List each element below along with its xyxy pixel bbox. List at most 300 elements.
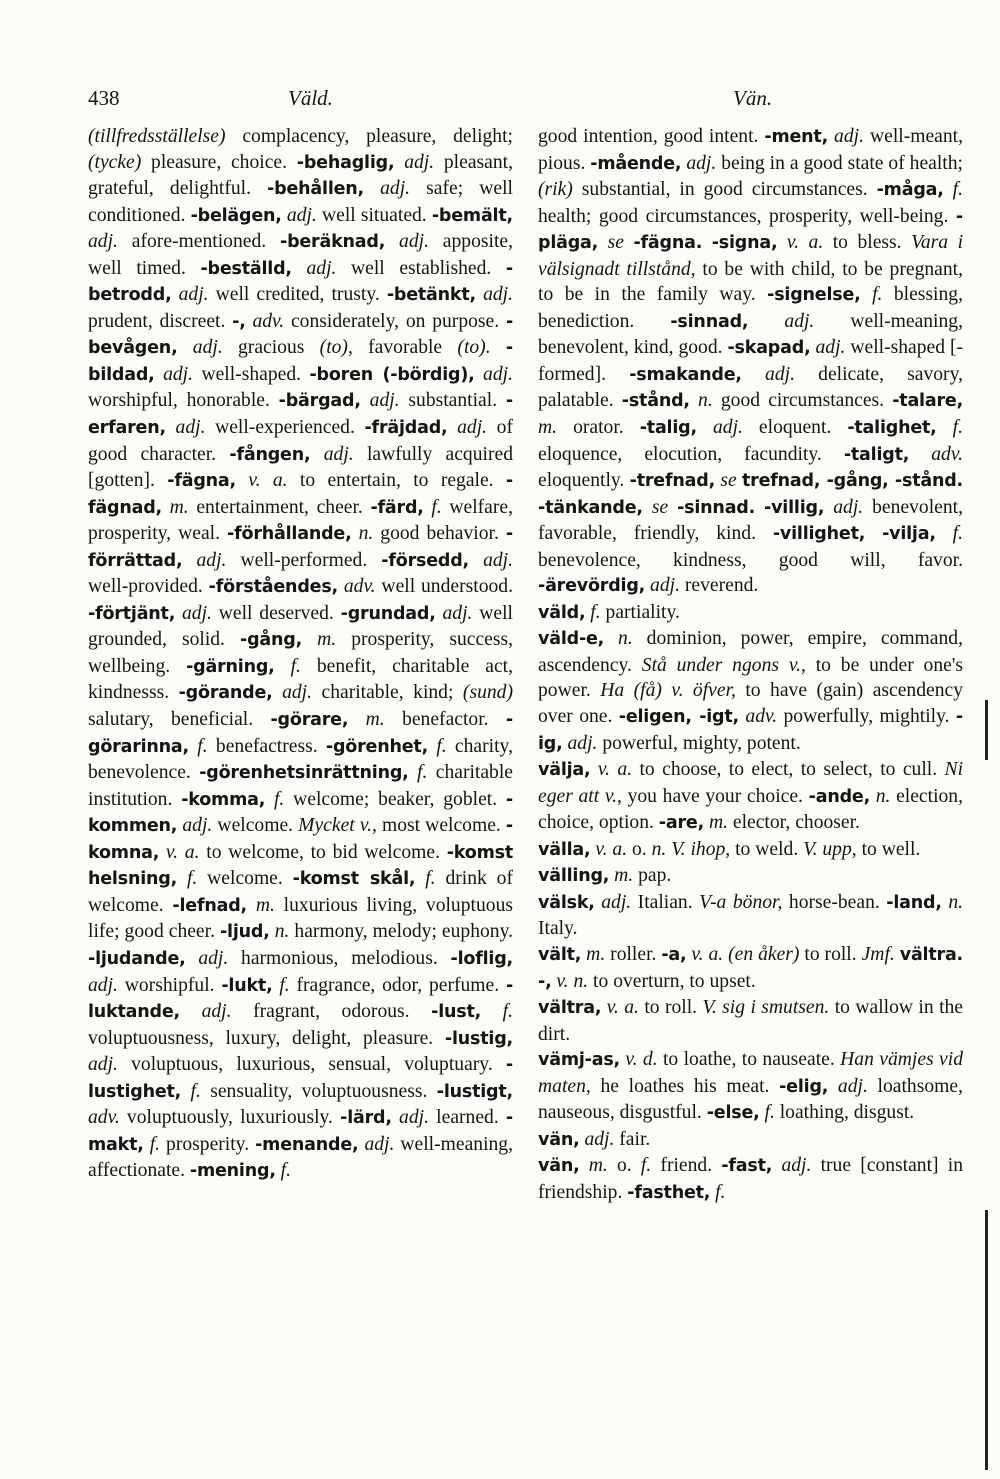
headword: -talighet, — [847, 418, 937, 439]
definition-text: to weld. — [730, 838, 804, 860]
italic-text: f. — [279, 974, 290, 996]
headword: väld-e, — [538, 629, 605, 650]
italic-text: adj. — [442, 602, 473, 624]
italic-text: adj. — [815, 337, 846, 359]
italic-text: adj. — [178, 284, 209, 306]
italic-text: f. — [431, 496, 442, 518]
definition-text: being in a good state of health; — [716, 152, 963, 174]
headword: -mående, — [590, 153, 682, 174]
headword: -görare, — [270, 710, 349, 731]
italic-text: V. sig i smutsen. — [702, 997, 830, 1019]
italic-text: v. n. — [556, 970, 589, 992]
definition-text: powerfully, mightily. — [777, 706, 956, 728]
definition-text: lawfully acquired [gotten]. — [88, 443, 513, 492]
italic-text: adj. — [196, 549, 227, 571]
italic-text: adj. — [483, 284, 513, 306]
italic-text: n. — [358, 523, 374, 545]
definition-text — [742, 364, 765, 385]
definition-text: fair. — [614, 1128, 651, 1150]
headword: -, — [232, 311, 246, 332]
definition-text: to loathe, to nauseate. — [657, 1049, 841, 1071]
italic-text: v. a. — [248, 470, 288, 492]
definition-text — [491, 337, 506, 358]
definition-text: charity, benevolence. — [88, 735, 513, 784]
italic-text: m. — [317, 629, 337, 651]
headword: välling, — [538, 866, 610, 887]
definition-text: substantial. — [399, 390, 506, 412]
italic-text: adj. — [364, 1133, 395, 1155]
italic-text: v. a. — [165, 841, 200, 863]
definition-text — [865, 523, 882, 544]
definition-text: considerately, on purpose. — [284, 310, 506, 332]
definition-text: roller. — [605, 943, 662, 965]
definition-text: pap. — [633, 865, 672, 887]
definition-text — [409, 762, 417, 783]
italic-text: adj. — [286, 204, 317, 226]
definition-text: loathing, disgust. — [774, 1102, 915, 1124]
definition-text: to have (gain) ascendency over one. — [538, 680, 963, 728]
headword: vält, — [538, 944, 582, 965]
definition-text: welfare, prosperity, weal. — [88, 496, 513, 545]
italic-text: m. — [538, 417, 558, 439]
italic-text: adj. — [457, 417, 488, 439]
headword: -försedd, — [381, 550, 469, 571]
definition-text: welcome; beaker, goblet. — [284, 788, 506, 810]
italic-text: adj. — [650, 575, 680, 597]
dictionary-entry — [538, 837, 963, 864]
dictionary-entry — [538, 757, 963, 837]
dictionary-entry — [538, 1047, 963, 1127]
italic-text: f. — [417, 762, 428, 784]
italic-text: f. — [952, 417, 964, 439]
headword: -ande, — [808, 786, 871, 807]
headword: -görenhetsinrättning, — [199, 763, 409, 784]
italic-text: adv. — [745, 706, 778, 728]
definition-text — [755, 497, 764, 518]
italic-text: adj. — [88, 1054, 118, 1076]
headword: -lustighet, — [88, 1055, 513, 1102]
definition-text: to roll. — [638, 997, 703, 1019]
headword: välja, — [538, 760, 591, 781]
headword: -loflig, — [450, 948, 513, 969]
definition-text: well understood. — [375, 576, 513, 598]
definition-text: well-meaning, benevolent, kind, good. — [538, 310, 963, 359]
definition-text: to well. — [856, 838, 921, 860]
left-column — [88, 124, 513, 1185]
italic-text: f. — [640, 1155, 652, 1177]
italic-text: n. — [948, 891, 964, 913]
headword: -ljud, — [219, 922, 270, 943]
definition-text — [448, 417, 458, 438]
headword: -betrodd, — [88, 258, 513, 306]
definition-text: prudent, discreet. — [88, 310, 233, 332]
definition-text — [824, 497, 833, 518]
definition-text: harmony, melody; euphony. — [289, 921, 514, 943]
italic-text: v. a. — [691, 943, 724, 965]
headword: väld, — [538, 602, 586, 623]
definition-text: safe; well conditioned. — [88, 178, 513, 226]
headword: -are, — [658, 813, 705, 834]
definition-text — [178, 337, 193, 358]
definition-text: entertainment, cheer. — [188, 496, 371, 518]
dictionary-entry — [538, 890, 963, 942]
dictionary-entry — [538, 124, 963, 600]
page-header — [88, 86, 968, 116]
italic-text: adj. — [163, 363, 194, 385]
definition-text — [777, 232, 787, 253]
italic-text: adj. — [483, 363, 513, 385]
definition-text — [310, 444, 323, 465]
definition-text: well-experienced. — [205, 417, 365, 439]
italic-text: (sund) — [462, 682, 513, 704]
headword: trefnad, -gång, -stånd. — [741, 471, 964, 492]
definition-text: delicate, savory, palatable. — [538, 363, 963, 412]
definition-text: horse-bean. — [782, 891, 887, 913]
definition-text: benevolence, kindness, good will, favor. — [538, 549, 963, 571]
definition-text: welcome. — [197, 868, 293, 890]
italic-text: adj. — [323, 443, 354, 465]
definition-text — [944, 179, 953, 200]
headword: -grundad, — [340, 603, 436, 624]
headword: -ärevördig, — [538, 576, 646, 597]
definition-text: eloquently. — [538, 470, 630, 492]
definition-text — [598, 232, 608, 253]
definition-text — [155, 364, 163, 385]
definition-text — [580, 1155, 589, 1176]
headword: -gång, — [240, 630, 303, 651]
italic-text: adj. — [182, 602, 212, 624]
definition-text — [177, 868, 187, 889]
headword: -bärgad, — [278, 391, 361, 412]
definition-text: fragrance, odor, perfume. — [289, 974, 506, 996]
italic-text: adv. — [343, 576, 376, 598]
italic-text: adv. — [252, 310, 285, 332]
italic-text: adj. — [404, 151, 435, 173]
definition-text: to wallow in the dirt. — [538, 997, 964, 1045]
definition-text — [302, 629, 317, 650]
definition-text — [604, 628, 618, 649]
definition-text: fragrant, odorous. — [231, 1001, 432, 1023]
italic-text: v. d. — [625, 1049, 658, 1071]
headword: -belägen, — [190, 205, 282, 226]
italic-text: v. a. — [595, 838, 628, 860]
definition-text — [392, 1107, 399, 1128]
definition-text: dominion, power, empire, command, ascendency. — [538, 628, 963, 676]
definition-text: to entertain, to regale. — [287, 470, 506, 492]
definition-text: welcome. — [212, 815, 299, 837]
italic-text: adj. — [712, 417, 743, 439]
headword: -ig, — [538, 707, 963, 754]
definition-text — [415, 868, 425, 889]
headword: -komst skål, — [292, 869, 416, 890]
dictionary-entry — [88, 124, 513, 1185]
definition-text: sensuality, voluptuousness. — [200, 1080, 437, 1102]
definition-text — [481, 1001, 503, 1022]
definition-text — [247, 895, 256, 916]
dictionary-entry — [538, 1127, 963, 1154]
headword: -bildad, — [88, 338, 513, 385]
headword: -vilja, — [882, 524, 936, 545]
headword: -fräjdad, — [364, 418, 448, 439]
italic-text: (rik) — [538, 179, 573, 201]
definition-text: to be with child, to be pregnant, to be in the family way. — [538, 258, 963, 306]
headword: -komst helsning, — [88, 842, 514, 890]
definition-text: health; good circumstances, prosperity, well-being. — [538, 205, 956, 227]
headword: -smakande, — [629, 364, 742, 385]
definition-text: well situated. — [316, 204, 432, 226]
definition-text: worshipful. — [117, 974, 222, 996]
definition-text — [175, 603, 182, 624]
definition-text: substantial, in good circumstances. — [572, 179, 877, 201]
headword: vän, — [538, 1156, 580, 1177]
headword: vämj-as, — [538, 1050, 620, 1071]
definition-text: afore-mentioned. — [117, 231, 280, 253]
italic-text: v. a. — [786, 232, 824, 254]
definition-text: learned. — [428, 1107, 506, 1129]
headword: -menande, — [255, 1134, 359, 1155]
headword: -else, — [706, 1103, 760, 1124]
definition-text: most welcome. — [376, 815, 506, 837]
definition-text — [166, 417, 176, 438]
italic-text: m. — [255, 894, 275, 916]
headword: -fägnad, — [88, 471, 513, 518]
headword: -komna, — [88, 816, 513, 863]
definition-text: well-shaped [-formed]. — [538, 337, 963, 385]
definition-text: complacency, pleasure, delight; — [225, 126, 513, 147]
headword: -görande, — [178, 683, 273, 704]
definition-text: worshipful, honorable. — [88, 390, 279, 412]
headword: -görarinna, — [88, 710, 513, 757]
definition-text: well-shaped. — [193, 363, 310, 385]
italic-text: adj. — [601, 891, 632, 913]
definition-text: blessing, benediction. — [538, 284, 963, 332]
definition-text: prosperity, success, wellbeing. — [88, 629, 514, 677]
headword: -luktande, — [88, 975, 514, 1023]
italic-text: m. — [588, 1155, 608, 1177]
definition-text: powerful, mighty, potent. — [597, 732, 801, 754]
definition-text — [643, 497, 652, 518]
headword: -erfaren, — [88, 391, 513, 439]
italic-text: adj. — [584, 1128, 615, 1150]
italic-text: f. — [280, 1160, 292, 1182]
definition-text: of good character. — [88, 417, 513, 465]
italic-text: adj. — [567, 732, 598, 754]
italic-text: adj. — [282, 682, 313, 704]
definition-text: voluptuous, luxurious, sensual, voluptuary. — [117, 1054, 506, 1076]
italic-text: v. a. — [606, 997, 639, 1019]
definition-text: favorable — [352, 337, 458, 359]
definition-text: salutary, beneficial. — [88, 709, 271, 731]
definition-text: charitable, kind; — [312, 682, 463, 704]
definition-text — [275, 656, 291, 677]
headword: -fasthet, — [627, 1182, 711, 1203]
definition-text — [361, 390, 370, 411]
italic-text: (tycke) — [88, 151, 142, 173]
dictionary-entry — [538, 600, 963, 627]
definition-text: well-provided. — [88, 576, 209, 598]
definition-text: well-meaning, affectionate. — [88, 1133, 514, 1182]
italic-text: adj. — [834, 126, 864, 147]
headword: -sinnad. — [677, 497, 756, 518]
headword: -a, — [661, 944, 687, 965]
italic-text: f. — [502, 1001, 514, 1023]
definition-text — [385, 231, 399, 252]
definition-text: Italian. — [631, 891, 700, 913]
definition-text — [182, 550, 196, 571]
headword: -bevågen, — [88, 311, 514, 359]
headword: -ljudande, — [88, 948, 186, 969]
definition-text: well deserved. — [211, 602, 341, 624]
italic-text: f. — [590, 601, 601, 623]
definition-text: to be under one's power. — [538, 654, 964, 702]
dictionary-entry — [538, 1153, 963, 1206]
headword: -signa, — [711, 233, 778, 254]
italic-text: n. — [618, 628, 633, 650]
italic-text: adj. — [198, 947, 229, 969]
headword: -talare, — [892, 391, 964, 412]
italic-text: m. — [586, 943, 606, 965]
definition-text — [668, 497, 677, 518]
headword: -talig, — [639, 418, 697, 439]
italic-text: adj. — [201, 1001, 232, 1023]
italic-text: f. — [197, 735, 208, 757]
definition-text — [181, 1081, 190, 1102]
italic-text: Ha (få) v. öfver, — [600, 680, 736, 702]
page-edge-mark — [985, 700, 988, 760]
italic-text: adj. — [182, 815, 213, 837]
headword: -kommen, — [88, 789, 513, 837]
italic-text: f. — [149, 1133, 161, 1155]
italic-text: se — [607, 232, 624, 254]
italic-text: V-a bönor, — [699, 891, 783, 913]
italic-text: f. — [715, 1181, 726, 1203]
definition-text: to roll. — [799, 943, 862, 965]
headword: -komma, — [181, 789, 266, 810]
definition-text — [186, 948, 199, 969]
headword: välla, — [538, 839, 591, 860]
headword: -förhållande, — [227, 524, 352, 545]
italic-text: f. — [273, 788, 285, 810]
headword: -färd, — [370, 497, 424, 518]
definition-text: good behavior. — [373, 523, 506, 545]
italic-text: adj. — [88, 974, 118, 996]
headword: -lust, — [431, 1002, 482, 1023]
headword: -tänkande, — [538, 497, 643, 518]
definition-text — [292, 258, 307, 279]
italic-text: adj. — [765, 363, 795, 385]
definition-text: elector, chooser. — [728, 812, 860, 834]
headword: -ment, — [764, 127, 829, 147]
italic-text: adj. — [483, 549, 513, 571]
italic-text: se — [651, 496, 669, 518]
italic-text: n. — [274, 921, 290, 943]
definition-text — [861, 284, 872, 305]
italic-text: se — [720, 470, 737, 492]
italic-text: Jmf. — [861, 943, 895, 965]
italic-text: n. — [651, 838, 667, 860]
italic-text: Vara i välsignadt tillstånd, — [538, 232, 964, 280]
italic-text: adj. — [784, 310, 815, 332]
definition-text: good intention, good intent. — [538, 126, 765, 147]
definition-text — [475, 364, 483, 385]
headword: -förrättad, — [88, 524, 513, 571]
headword: vältra. — [899, 944, 964, 965]
headword: -pläga, — [538, 206, 963, 254]
definition-text — [909, 444, 931, 465]
headword: -villig, — [764, 497, 825, 518]
italic-text: adj. — [192, 337, 223, 359]
definition-text — [159, 842, 166, 863]
definition-text: to overturn, to upset. — [588, 970, 756, 992]
headword: -beställd, — [200, 258, 292, 279]
headword: -skapad, — [727, 338, 811, 359]
italic-text: adj. — [781, 1155, 812, 1177]
headword: -, — [538, 971, 552, 992]
italic-text: adj. — [306, 257, 337, 279]
definition-text: you have your choice. — [621, 785, 809, 807]
italic-text: m. — [365, 709, 385, 731]
italic-text: adj. — [399, 1107, 429, 1129]
guide-word-left: Väld. — [288, 86, 333, 110]
definition-text — [476, 284, 483, 305]
italic-text: Han vämjes vid maten, — [538, 1049, 963, 1097]
headword: -taligt, — [843, 444, 910, 465]
italic-text: adj. — [399, 231, 429, 253]
headword: -förtjänt, — [88, 603, 176, 624]
dictionary-entry — [538, 942, 963, 995]
definition-text: o. — [627, 838, 652, 860]
definition-text — [590, 759, 597, 780]
definition-text: to choose, to elect, to select, to cull. — [632, 759, 945, 781]
headword: -lukt, — [221, 975, 273, 996]
headword: -bemält, — [431, 205, 513, 226]
headword: -trefnad, — [629, 471, 716, 492]
definition-text — [702, 232, 712, 253]
italic-text: f. — [436, 735, 447, 757]
definition-text: well-meant, pious. — [538, 126, 964, 174]
definition-text — [436, 603, 443, 624]
definition-text — [364, 178, 380, 199]
headword: -måga, — [876, 180, 944, 201]
definition-text: voluptuousness, luxury, delight, pleasure. — [88, 1027, 445, 1049]
definition-text: benefit, charitable act, kindnesss. — [88, 655, 513, 704]
headword: välsk, — [538, 892, 595, 913]
definition-text — [748, 311, 784, 332]
italic-text: adj. — [380, 178, 411, 200]
headword: -elig, — [779, 1076, 829, 1097]
italic-text: (en åker) — [728, 943, 800, 965]
definition-text — [469, 550, 483, 571]
guide-word-right: Vän. — [733, 86, 773, 110]
definition-text — [690, 390, 698, 411]
headword: -lefnad, — [172, 895, 248, 916]
definition-text: voluptuously, luxuriously. — [119, 1107, 341, 1129]
dictionary-entry — [538, 863, 963, 890]
headword: -boren (-bördig), — [309, 364, 475, 385]
definition-text — [828, 1076, 838, 1097]
headword: -fägna, — [167, 471, 236, 492]
italic-text: Mycket v., — [298, 815, 377, 837]
headword: vän, — [538, 1129, 580, 1150]
definition-text: reverend. — [679, 575, 759, 597]
italic-text: adj. — [175, 417, 206, 439]
headword: -mening, — [189, 1161, 276, 1182]
italic-text: adv. — [931, 443, 963, 465]
definition-text: benevolent, favorable, friendly, kind. — [538, 496, 963, 545]
definition-text: gracious — [222, 337, 320, 359]
headword: -fägna. — [633, 233, 703, 254]
italic-text: f. — [952, 179, 963, 201]
